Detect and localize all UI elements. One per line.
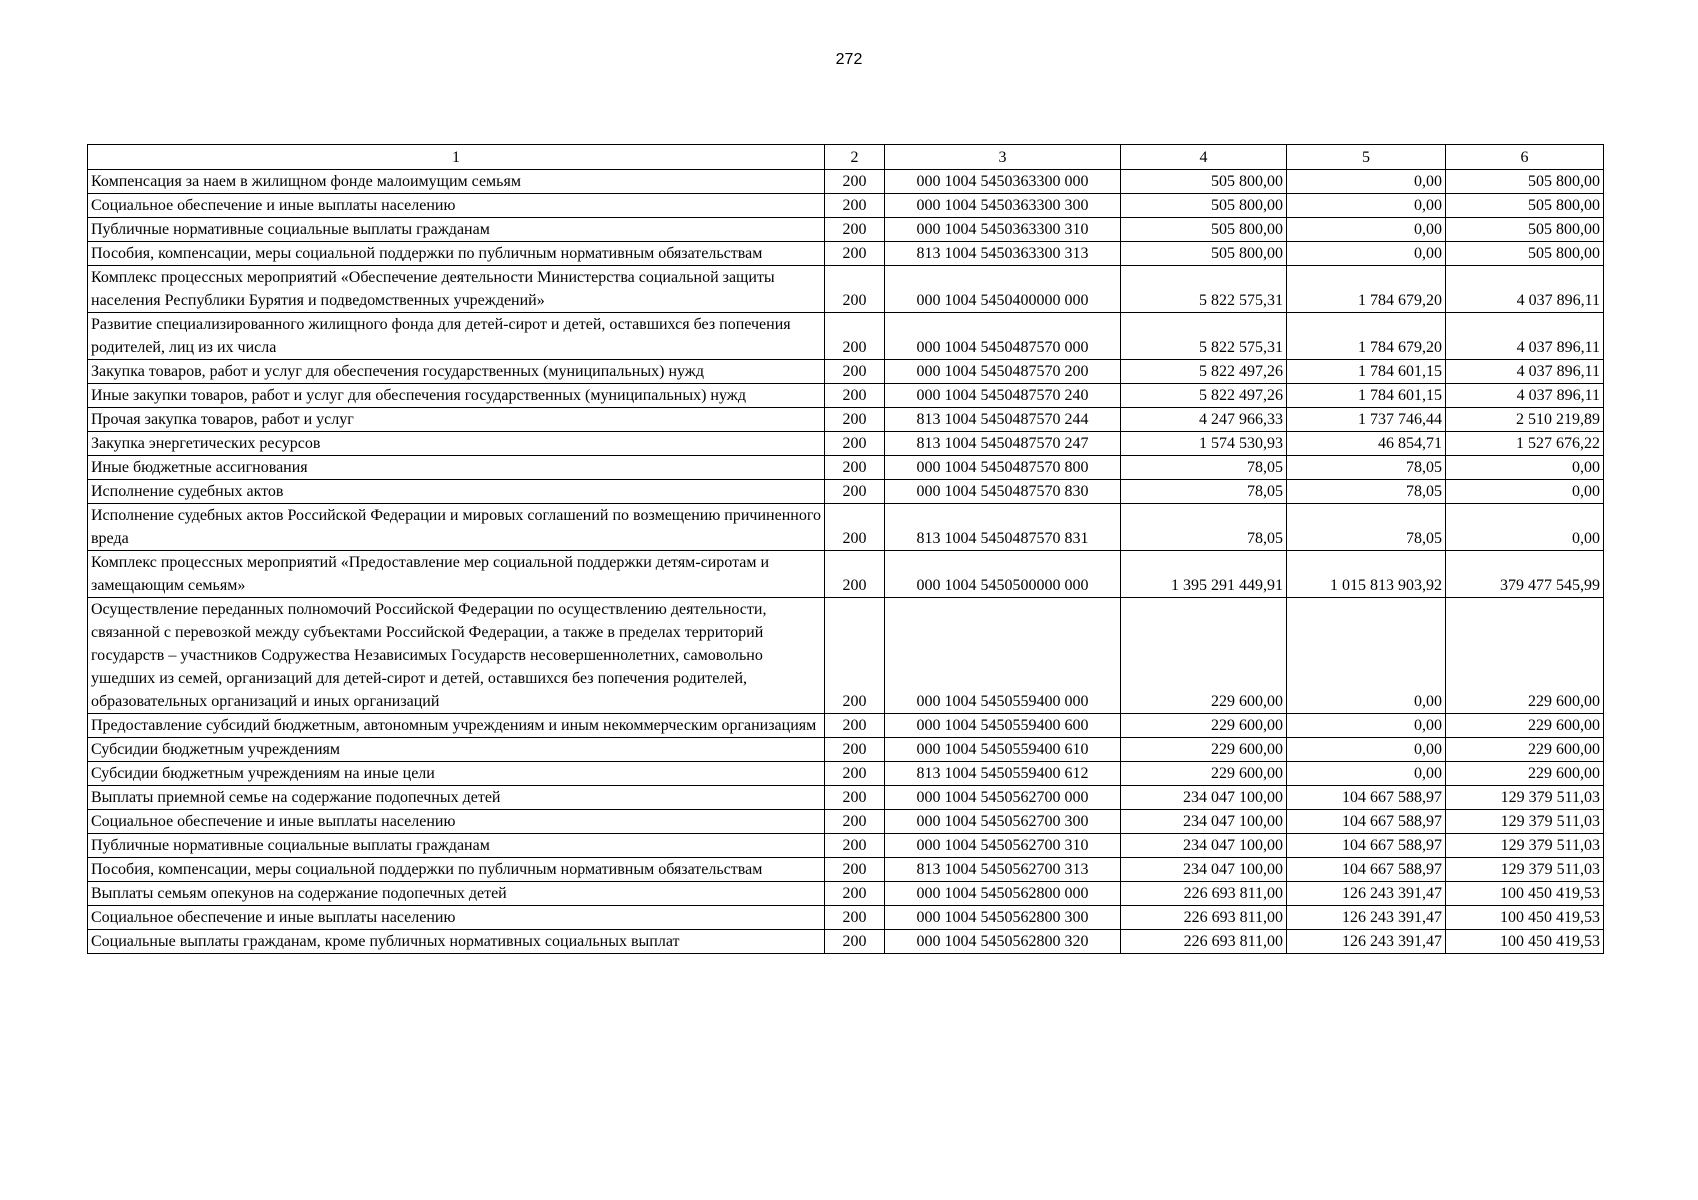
row-value-col6: 4 037 896,11 [1446, 313, 1604, 360]
row-name: Пособия, компенсации, меры социальной поддержки по публичным нормативным обязательствам [88, 858, 825, 882]
row-value-col6: 4 037 896,11 [1446, 384, 1604, 408]
row-value-col6: 129 379 511,03 [1446, 834, 1604, 858]
row-admin-code: 200 [825, 360, 885, 384]
row-name: Компенсация за наем в жилищном фонде малоимущим семьям [88, 170, 825, 194]
table-row [88, 456, 1604, 480]
row-budget-code: 813 1004 5450487570 247 [885, 432, 1121, 456]
row-value-col5: 1 784 601,15 [1287, 360, 1446, 384]
row-admin-code: 200 [825, 242, 885, 266]
row-value-col6: 129 379 511,03 [1446, 810, 1604, 834]
row-admin-code: 200 [825, 738, 885, 762]
row-value-col5: 0,00 [1287, 598, 1446, 714]
row-value-col4: 5 822 575,31 [1121, 266, 1287, 313]
row-value-col6: 229 600,00 [1446, 598, 1604, 714]
row-admin-code: 200 [825, 313, 885, 360]
row-admin-code: 200 [825, 218, 885, 242]
row-admin-code: 200 [825, 858, 885, 882]
row-value-col5: 46 854,71 [1287, 432, 1446, 456]
row-value-col5: 104 667 588,97 [1287, 810, 1446, 834]
row-admin-code: 200 [825, 930, 885, 954]
row-budget-code: 000 1004 5450500000 000 [885, 551, 1121, 598]
row-name: Социальное обеспечение и иные выплаты населению [88, 194, 825, 218]
row-budget-code: 813 1004 5450562700 313 [885, 858, 1121, 882]
table-row [88, 432, 1604, 456]
row-budget-code: 000 1004 5450400000 000 [885, 266, 1121, 313]
row-value-col6: 0,00 [1446, 504, 1604, 551]
row-admin-code: 200 [825, 384, 885, 408]
table-row [88, 408, 1604, 432]
row-name: Социальное обеспечение и иные выплаты населению [88, 906, 825, 930]
row-value-col6: 0,00 [1446, 456, 1604, 480]
row-value-col4: 229 600,00 [1121, 598, 1287, 714]
table-row [88, 504, 1604, 551]
row-value-col4: 226 693 811,00 [1121, 882, 1287, 906]
row-value-col4: 234 047 100,00 [1121, 810, 1287, 834]
row-value-col6: 505 800,00 [1446, 194, 1604, 218]
row-value-col6: 4 037 896,11 [1446, 360, 1604, 384]
row-value-col4: 5 822 575,31 [1121, 313, 1287, 360]
table-row [88, 762, 1604, 786]
header-cell-5: 5 [1287, 145, 1446, 170]
table-row [88, 834, 1604, 858]
table-row [88, 218, 1604, 242]
row-budget-code: 813 1004 5450559400 612 [885, 762, 1121, 786]
row-value-col6: 0,00 [1446, 480, 1604, 504]
row-value-col5: 78,05 [1287, 456, 1446, 480]
row-value-col4: 5 822 497,26 [1121, 360, 1287, 384]
table-row [88, 384, 1604, 408]
table-row [88, 480, 1604, 504]
row-value-col4: 226 693 811,00 [1121, 906, 1287, 930]
row-budget-code: 000 1004 5450487570 240 [885, 384, 1121, 408]
table-row [88, 360, 1604, 384]
row-value-col5: 1 784 601,15 [1287, 384, 1446, 408]
table-row [88, 858, 1604, 882]
row-budget-code: 000 1004 5450562700 310 [885, 834, 1121, 858]
header-cell-4: 4 [1121, 145, 1287, 170]
row-value-col5: 1 784 679,20 [1287, 313, 1446, 360]
row-name: Публичные нормативные социальные выплаты гражданам [88, 218, 825, 242]
row-budget-code: 000 1004 5450363300 310 [885, 218, 1121, 242]
row-name: Субсидии бюджетным учреждениям [88, 738, 825, 762]
row-value-col6: 505 800,00 [1446, 242, 1604, 266]
row-value-col4: 78,05 [1121, 456, 1287, 480]
row-admin-code: 200 [825, 906, 885, 930]
table-row [88, 738, 1604, 762]
row-value-col4: 229 600,00 [1121, 714, 1287, 738]
row-value-col6: 505 800,00 [1446, 170, 1604, 194]
row-admin-code: 200 [825, 504, 885, 551]
row-budget-code: 000 1004 5450363300 000 [885, 170, 1121, 194]
row-name: Выплаты приемной семье на содержание подопечных детей [88, 786, 825, 810]
row-value-col6: 229 600,00 [1446, 762, 1604, 786]
header-cell-1: 1 [88, 145, 825, 170]
row-budget-code: 000 1004 5450559400 600 [885, 714, 1121, 738]
header-row [88, 145, 1604, 170]
row-value-col5: 78,05 [1287, 480, 1446, 504]
row-value-col5: 1 015 813 903,92 [1287, 551, 1446, 598]
row-name: Комплекс процессных мероприятий «Предоставление мер социальной поддержки детям-сиротам и замещающим семьям» [88, 551, 825, 598]
row-budget-code: 000 1004 5450487570 000 [885, 313, 1121, 360]
row-value-col4: 78,05 [1121, 480, 1287, 504]
table-row [88, 598, 1604, 714]
row-admin-code: 200 [825, 266, 885, 313]
row-budget-code: 000 1004 5450559400 000 [885, 598, 1121, 714]
row-value-col6: 4 037 896,11 [1446, 266, 1604, 313]
row-value-col4: 229 600,00 [1121, 762, 1287, 786]
row-value-col6: 379 477 545,99 [1446, 551, 1604, 598]
row-budget-code: 000 1004 5450487570 200 [885, 360, 1121, 384]
table-row [88, 266, 1604, 313]
row-value-col6: 229 600,00 [1446, 738, 1604, 762]
row-value-col6: 129 379 511,03 [1446, 786, 1604, 810]
row-value-col6: 100 450 419,53 [1446, 882, 1604, 906]
row-name: Развитие специализированного жилищного фонда для детей-сирот и детей, оставшихся без попечения родителей, лиц из их числа [88, 313, 825, 360]
table-row [88, 551, 1604, 598]
row-value-col4: 234 047 100,00 [1121, 786, 1287, 810]
row-admin-code: 200 [825, 456, 885, 480]
row-budget-code: 813 1004 5450487570 244 [885, 408, 1121, 432]
table-row [88, 714, 1604, 738]
table-row [88, 930, 1604, 954]
row-value-col6: 505 800,00 [1446, 218, 1604, 242]
row-budget-code: 000 1004 5450559400 610 [885, 738, 1121, 762]
table-row [88, 170, 1604, 194]
header-cell-2: 2 [825, 145, 885, 170]
row-value-col4: 1 574 530,93 [1121, 432, 1287, 456]
row-budget-code: 000 1004 5450562700 300 [885, 810, 1121, 834]
row-value-col6: 229 600,00 [1446, 714, 1604, 738]
row-name: Выплаты семьям опекунов на содержание подопечных детей [88, 882, 825, 906]
row-admin-code: 200 [825, 598, 885, 714]
header-cell-6: 6 [1446, 145, 1604, 170]
row-name: Комплекс процессных мероприятий «Обеспечение деятельности Министерства социальной защиты населения Республики Бурятия и подведомственных учреждений» [88, 266, 825, 313]
row-budget-code: 000 1004 5450562700 000 [885, 786, 1121, 810]
row-value-col4: 505 800,00 [1121, 242, 1287, 266]
row-admin-code: 200 [825, 834, 885, 858]
row-value-col5: 0,00 [1287, 194, 1446, 218]
row-value-col6: 129 379 511,03 [1446, 858, 1604, 882]
row-value-col4: 505 800,00 [1121, 170, 1287, 194]
row-value-col5: 126 243 391,47 [1287, 906, 1446, 930]
row-budget-code: 000 1004 5450487570 800 [885, 456, 1121, 480]
row-value-col4: 226 693 811,00 [1121, 930, 1287, 954]
row-value-col5: 0,00 [1287, 218, 1446, 242]
row-admin-code: 200 [825, 551, 885, 598]
row-name: Субсидии бюджетным учреждениям на иные цели [88, 762, 825, 786]
row-value-col5: 126 243 391,47 [1287, 882, 1446, 906]
row-value-col4: 229 600,00 [1121, 738, 1287, 762]
row-admin-code: 200 [825, 882, 885, 906]
row-value-col4: 234 047 100,00 [1121, 834, 1287, 858]
row-value-col4: 78,05 [1121, 504, 1287, 551]
table-row [88, 194, 1604, 218]
row-admin-code: 200 [825, 480, 885, 504]
row-value-col5: 0,00 [1287, 738, 1446, 762]
table-row [88, 906, 1604, 930]
page-number: 272 [835, 51, 863, 68]
row-value-col6: 1 527 676,22 [1446, 432, 1604, 456]
row-value-col4: 1 395 291 449,91 [1121, 551, 1287, 598]
row-admin-code: 200 [825, 408, 885, 432]
row-name: Исполнение судебных актов Российской Федерации и мировых соглашений по возмещению причиненного вреда [88, 504, 825, 551]
row-value-col5: 78,05 [1287, 504, 1446, 551]
table-row [88, 313, 1604, 360]
row-budget-code: 813 1004 5450363300 313 [885, 242, 1121, 266]
header-cell-3: 3 [885, 145, 1121, 170]
budget-table [87, 144, 1604, 954]
row-admin-code: 200 [825, 762, 885, 786]
row-value-col4: 5 822 497,26 [1121, 384, 1287, 408]
row-value-col5: 1 784 679,20 [1287, 266, 1446, 313]
row-admin-code: 200 [825, 714, 885, 738]
row-value-col5: 126 243 391,47 [1287, 930, 1446, 954]
row-value-col4: 234 047 100,00 [1121, 858, 1287, 882]
row-name: Пособия, компенсации, меры социальной поддержки по публичным нормативным обязательствам [88, 242, 825, 266]
row-name: Осуществление переданных полномочий Российской Федерации по осуществлению деятельности, связанной с перевозкой между субъектами Российской Федерации, а также в пределах территорий государств – участников Содружества Независимых Государств несовершеннолетних, самовольно ушедших из семей, организаций для детей-сирот и детей, оставшихся без попечения родителей, образовательных организаций и иных организаций [88, 598, 825, 714]
row-value-col6: 2 510 219,89 [1446, 408, 1604, 432]
table-row [88, 810, 1604, 834]
table-row [88, 242, 1604, 266]
row-value-col5: 104 667 588,97 [1287, 786, 1446, 810]
row-value-col4: 505 800,00 [1121, 218, 1287, 242]
row-value-col5: 1 737 746,44 [1287, 408, 1446, 432]
row-name: Социальные выплаты гражданам, кроме публичных нормативных социальных выплат [88, 930, 825, 954]
row-budget-code: 000 1004 5450562800 320 [885, 930, 1121, 954]
row-name: Предоставление субсидий бюджетным, автономным учреждениям и иным некоммерческим организациям [88, 714, 825, 738]
row-value-col6: 100 450 419,53 [1446, 930, 1604, 954]
row-value-col5: 0,00 [1287, 242, 1446, 266]
row-admin-code: 200 [825, 170, 885, 194]
table-row [88, 882, 1604, 906]
row-value-col5: 104 667 588,97 [1287, 858, 1446, 882]
row-name: Иные бюджетные ассигнования [88, 456, 825, 480]
row-value-col5: 0,00 [1287, 714, 1446, 738]
row-budget-code: 000 1004 5450487570 830 [885, 480, 1121, 504]
row-budget-code: 000 1004 5450562800 000 [885, 882, 1121, 906]
row-value-col5: 104 667 588,97 [1287, 834, 1446, 858]
row-value-col5: 0,00 [1287, 170, 1446, 194]
row-admin-code: 200 [825, 432, 885, 456]
row-name: Закупка энергетических ресурсов [88, 432, 825, 456]
table-body [88, 145, 1604, 954]
row-budget-code: 813 1004 5450487570 831 [885, 504, 1121, 551]
row-value-col6: 100 450 419,53 [1446, 906, 1604, 930]
row-value-col5: 0,00 [1287, 762, 1446, 786]
row-name: Иные закупки товаров, работ и услуг для обеспечения государственных (муниципальных) нужд [88, 384, 825, 408]
table-row [88, 786, 1604, 810]
row-name: Социальное обеспечение и иные выплаты населению [88, 810, 825, 834]
row-budget-code: 000 1004 5450363300 300 [885, 194, 1121, 218]
row-name: Исполнение судебных актов [88, 480, 825, 504]
row-value-col4: 4 247 966,33 [1121, 408, 1287, 432]
row-name: Публичные нормативные социальные выплаты гражданам [88, 834, 825, 858]
row-admin-code: 200 [825, 194, 885, 218]
row-name: Прочая закупка товаров, работ и услуг [88, 408, 825, 432]
row-value-col4: 505 800,00 [1121, 194, 1287, 218]
row-budget-code: 000 1004 5450562800 300 [885, 906, 1121, 930]
row-admin-code: 200 [825, 810, 885, 834]
row-name: Закупка товаров, работ и услуг для обеспечения государственных (муниципальных) нужд [88, 360, 825, 384]
row-admin-code: 200 [825, 786, 885, 810]
